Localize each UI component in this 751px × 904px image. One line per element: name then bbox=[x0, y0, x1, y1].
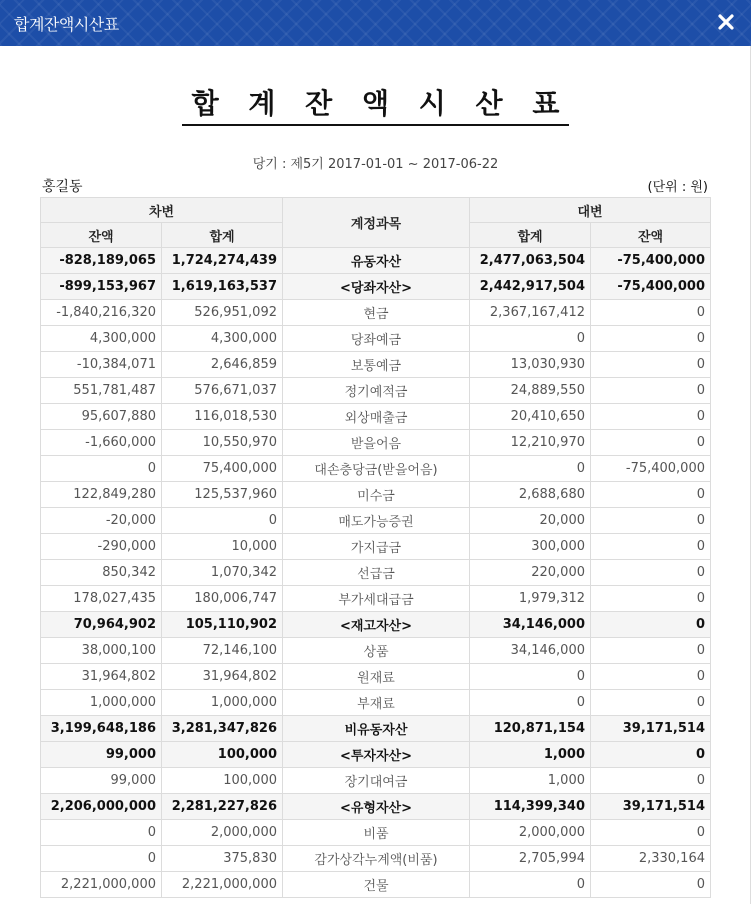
debit-balance-cell: 99,000 bbox=[41, 768, 162, 794]
table-row bbox=[41, 456, 711, 482]
table-row bbox=[41, 794, 711, 820]
table-body bbox=[41, 248, 711, 898]
credit-total-cell: 0 bbox=[470, 664, 591, 690]
account-name-cell: 건물 bbox=[283, 872, 470, 898]
credit-total-cell: 0 bbox=[470, 456, 591, 482]
debit-total-cell: 2,646,859 bbox=[162, 352, 283, 378]
credit-total-cell: 34,146,000 bbox=[470, 612, 591, 638]
credit-balance-cell: 0 bbox=[591, 482, 711, 508]
credit-balance-cell: 0 bbox=[591, 404, 711, 430]
debit-total-cell: 180,006,747 bbox=[162, 586, 283, 612]
debit-balance-header: 잔액 bbox=[41, 223, 162, 248]
debit-total-cell: 105,110,902 bbox=[162, 612, 283, 638]
credit-total-cell: 300,000 bbox=[470, 534, 591, 560]
account-name-cell: 받을어음 bbox=[283, 430, 470, 456]
debit-balance-cell: 2,206,000,000 bbox=[41, 794, 162, 820]
account-name-cell: 상품 bbox=[283, 638, 470, 664]
report-title: 합 계 잔 액 시 산 표 bbox=[182, 82, 570, 126]
credit-balance-cell: -75,400,000 bbox=[591, 274, 711, 300]
table-row bbox=[41, 352, 711, 378]
debit-total-cell: 0 bbox=[162, 508, 283, 534]
account-name-cell: 외상매출금 bbox=[283, 404, 470, 430]
credit-total-cell: 220,000 bbox=[470, 560, 591, 586]
credit-total-cell: 13,030,930 bbox=[470, 352, 591, 378]
debit-total-cell: 1,724,274,439 bbox=[162, 248, 283, 274]
account-name-cell: 매도가능증권 bbox=[283, 508, 470, 534]
debit-total-cell: 576,671,037 bbox=[162, 378, 283, 404]
debit-total-cell: 31,964,802 bbox=[162, 664, 283, 690]
credit-total-cell: 120,871,154 bbox=[470, 716, 591, 742]
credit-balance-cell: 0 bbox=[591, 300, 711, 326]
report-title-wrap bbox=[0, 82, 751, 126]
credit-balance-cell: -75,400,000 bbox=[591, 456, 711, 482]
table-row bbox=[41, 846, 711, 872]
debit-total-header: 합계 bbox=[162, 223, 283, 248]
table-row bbox=[41, 612, 711, 638]
credit-balance-cell: 0 bbox=[591, 690, 711, 716]
debit-total-cell: 10,000 bbox=[162, 534, 283, 560]
debit-balance-cell: 0 bbox=[41, 456, 162, 482]
report-period: 당기 : 제5기 2017-01-01 ~ 2017-06-22 bbox=[252, 157, 499, 172]
credit-total-cell: 2,705,994 bbox=[470, 846, 591, 872]
table-row bbox=[41, 690, 711, 716]
credit-balance-cell: 0 bbox=[591, 768, 711, 794]
account-name-cell: 비유동자산 bbox=[283, 716, 470, 742]
account-name-cell: 장기대여금 bbox=[283, 768, 470, 794]
table-row bbox=[41, 664, 711, 690]
account-name-cell: 가지급금 bbox=[283, 534, 470, 560]
credit-total-cell: 12,210,970 bbox=[470, 430, 591, 456]
account-name-cell: 원재료 bbox=[283, 664, 470, 690]
credit-total-cell: 2,442,917,504 bbox=[470, 274, 591, 300]
credit-balance-cell: 0 bbox=[591, 326, 711, 352]
account-name-cell: 부가세대급금 bbox=[283, 586, 470, 612]
table-row bbox=[41, 300, 711, 326]
account-name-cell: <재고자산> bbox=[283, 612, 470, 638]
debit-total-cell: 375,830 bbox=[162, 846, 283, 872]
table-row bbox=[41, 716, 711, 742]
debit-total-cell: 72,146,100 bbox=[162, 638, 283, 664]
account-name-cell: 부재료 bbox=[283, 690, 470, 716]
debit-total-cell: 75,400,000 bbox=[162, 456, 283, 482]
credit-total-cell: 1,979,312 bbox=[470, 586, 591, 612]
credit-balance-cell: 39,171,514 bbox=[591, 794, 711, 820]
debit-balance-cell: 178,027,435 bbox=[41, 586, 162, 612]
table-row bbox=[41, 326, 711, 352]
close-icon bbox=[717, 13, 735, 31]
account-name-cell: 현금 bbox=[283, 300, 470, 326]
debit-total-cell: 526,951,092 bbox=[162, 300, 283, 326]
credit-total-cell: 20,000 bbox=[470, 508, 591, 534]
debit-balance-cell: 70,964,902 bbox=[41, 612, 162, 638]
table-row bbox=[41, 482, 711, 508]
debit-balance-cell: 38,000,100 bbox=[41, 638, 162, 664]
close-button[interactable] bbox=[711, 6, 741, 38]
credit-total-cell: 114,399,340 bbox=[470, 794, 591, 820]
credit-balance-cell: 0 bbox=[591, 508, 711, 534]
debit-total-cell: 2,000,000 bbox=[162, 820, 283, 846]
debit-total-cell: 1,070,342 bbox=[162, 560, 283, 586]
table-row bbox=[41, 586, 711, 612]
credit-total-cell: 0 bbox=[470, 690, 591, 716]
debit-balance-cell: -1,840,216,320 bbox=[41, 300, 162, 326]
credit-header: 대변 bbox=[470, 198, 711, 223]
table-row bbox=[41, 768, 711, 794]
debit-total-cell: 4,300,000 bbox=[162, 326, 283, 352]
debit-total-cell: 100,000 bbox=[162, 768, 283, 794]
debit-balance-cell: 551,781,487 bbox=[41, 378, 162, 404]
debit-total-cell: 2,221,000,000 bbox=[162, 872, 283, 898]
window-titlebar bbox=[0, 0, 751, 46]
debit-total-cell: 100,000 bbox=[162, 742, 283, 768]
debit-balance-cell: -290,000 bbox=[41, 534, 162, 560]
debit-balance-cell: -10,384,071 bbox=[41, 352, 162, 378]
account-name-cell: 비품 bbox=[283, 820, 470, 846]
account-name-cell: 당좌예금 bbox=[283, 326, 470, 352]
table-row bbox=[41, 378, 711, 404]
debit-header: 차변 bbox=[41, 198, 283, 223]
account-name-cell: <유형자산> bbox=[283, 794, 470, 820]
account-name-cell: <당좌자산> bbox=[283, 274, 470, 300]
debit-balance-cell: -828,189,065 bbox=[41, 248, 162, 274]
debit-total-cell: 1,000,000 bbox=[162, 690, 283, 716]
credit-total-cell: 0 bbox=[470, 872, 591, 898]
debit-balance-cell: -20,000 bbox=[41, 508, 162, 534]
debit-balance-cell: 0 bbox=[41, 846, 162, 872]
account-header: 계정과목 bbox=[283, 198, 470, 248]
credit-total-cell: 2,367,167,412 bbox=[470, 300, 591, 326]
credit-balance-cell: 39,171,514 bbox=[591, 716, 711, 742]
debit-total-cell: 116,018,530 bbox=[162, 404, 283, 430]
credit-balance-cell: 0 bbox=[591, 534, 711, 560]
table-row bbox=[41, 742, 711, 768]
debit-total-cell: 3,281,347,826 bbox=[162, 716, 283, 742]
trial-balance-table bbox=[40, 197, 711, 898]
credit-total-cell: 20,410,650 bbox=[470, 404, 591, 430]
table-row bbox=[41, 534, 711, 560]
table-row bbox=[41, 508, 711, 534]
window-title: 합계잔액시산표 bbox=[14, 15, 119, 34]
account-name-cell: 대손충당금(받을어음) bbox=[283, 456, 470, 482]
credit-total-cell: 2,477,063,504 bbox=[470, 248, 591, 274]
debit-balance-cell: 3,199,648,186 bbox=[41, 716, 162, 742]
credit-balance-cell: 0 bbox=[591, 820, 711, 846]
table-row bbox=[41, 430, 711, 456]
credit-balance-header: 잔액 bbox=[591, 223, 711, 248]
account-name-cell: 선급금 bbox=[283, 560, 470, 586]
credit-balance-cell: 0 bbox=[591, 378, 711, 404]
debit-balance-cell: 0 bbox=[41, 820, 162, 846]
debit-balance-cell: 1,000,000 bbox=[41, 690, 162, 716]
credit-balance-cell: 0 bbox=[591, 430, 711, 456]
debit-total-cell: 125,537,960 bbox=[162, 482, 283, 508]
credit-balance-cell: 0 bbox=[591, 638, 711, 664]
credit-total-cell: 2,000,000 bbox=[470, 820, 591, 846]
credit-total-cell: 2,688,680 bbox=[470, 482, 591, 508]
credit-balance-cell: 0 bbox=[591, 612, 711, 638]
credit-balance-cell: 0 bbox=[591, 664, 711, 690]
debit-balance-cell: 99,000 bbox=[41, 742, 162, 768]
debit-balance-cell: 4,300,000 bbox=[41, 326, 162, 352]
debit-balance-cell: 122,849,280 bbox=[41, 482, 162, 508]
credit-balance-cell: 0 bbox=[591, 872, 711, 898]
account-name-cell: <투자자산> bbox=[283, 742, 470, 768]
debit-total-cell: 1,619,163,537 bbox=[162, 274, 283, 300]
account-name-cell: 미수금 bbox=[283, 482, 470, 508]
credit-balance-cell: 0 bbox=[591, 352, 711, 378]
debit-balance-cell: 95,607,880 bbox=[41, 404, 162, 430]
credit-total-cell: 0 bbox=[470, 326, 591, 352]
debit-total-cell: 2,281,227,826 bbox=[162, 794, 283, 820]
unit-label: (단위 : 원) bbox=[647, 180, 708, 195]
table-row bbox=[41, 820, 711, 846]
debit-total-cell: 10,550,970 bbox=[162, 430, 283, 456]
credit-total-cell: 1,000 bbox=[470, 742, 591, 768]
account-name-cell: 정기예적금 bbox=[283, 378, 470, 404]
credit-balance-cell: 2,330,164 bbox=[591, 846, 711, 872]
account-name-cell: 감가상각누계액(비품) bbox=[283, 846, 470, 872]
credit-total-header: 합계 bbox=[470, 223, 591, 248]
table-row bbox=[41, 404, 711, 430]
credit-total-cell: 34,146,000 bbox=[470, 638, 591, 664]
credit-total-cell: 1,000 bbox=[470, 768, 591, 794]
table-row bbox=[41, 248, 711, 274]
debit-balance-cell: 2,221,000,000 bbox=[41, 872, 162, 898]
credit-balance-cell: 0 bbox=[591, 586, 711, 612]
table-row bbox=[41, 274, 711, 300]
table-row bbox=[41, 872, 711, 898]
credit-balance-cell: 0 bbox=[591, 560, 711, 586]
company-name: 홍길동 bbox=[42, 179, 83, 195]
debit-balance-cell: 850,342 bbox=[41, 560, 162, 586]
debit-balance-cell: 31,964,802 bbox=[41, 664, 162, 690]
table-row bbox=[41, 638, 711, 664]
table-row bbox=[41, 560, 711, 586]
debit-balance-cell: -899,153,967 bbox=[41, 274, 162, 300]
debit-balance-cell: -1,660,000 bbox=[41, 430, 162, 456]
credit-balance-cell: -75,400,000 bbox=[591, 248, 711, 274]
credit-balance-cell: 0 bbox=[591, 742, 711, 768]
credit-total-cell: 24,889,550 bbox=[470, 378, 591, 404]
account-name-cell: 유동자산 bbox=[283, 248, 470, 274]
account-name-cell: 보통예금 bbox=[283, 352, 470, 378]
